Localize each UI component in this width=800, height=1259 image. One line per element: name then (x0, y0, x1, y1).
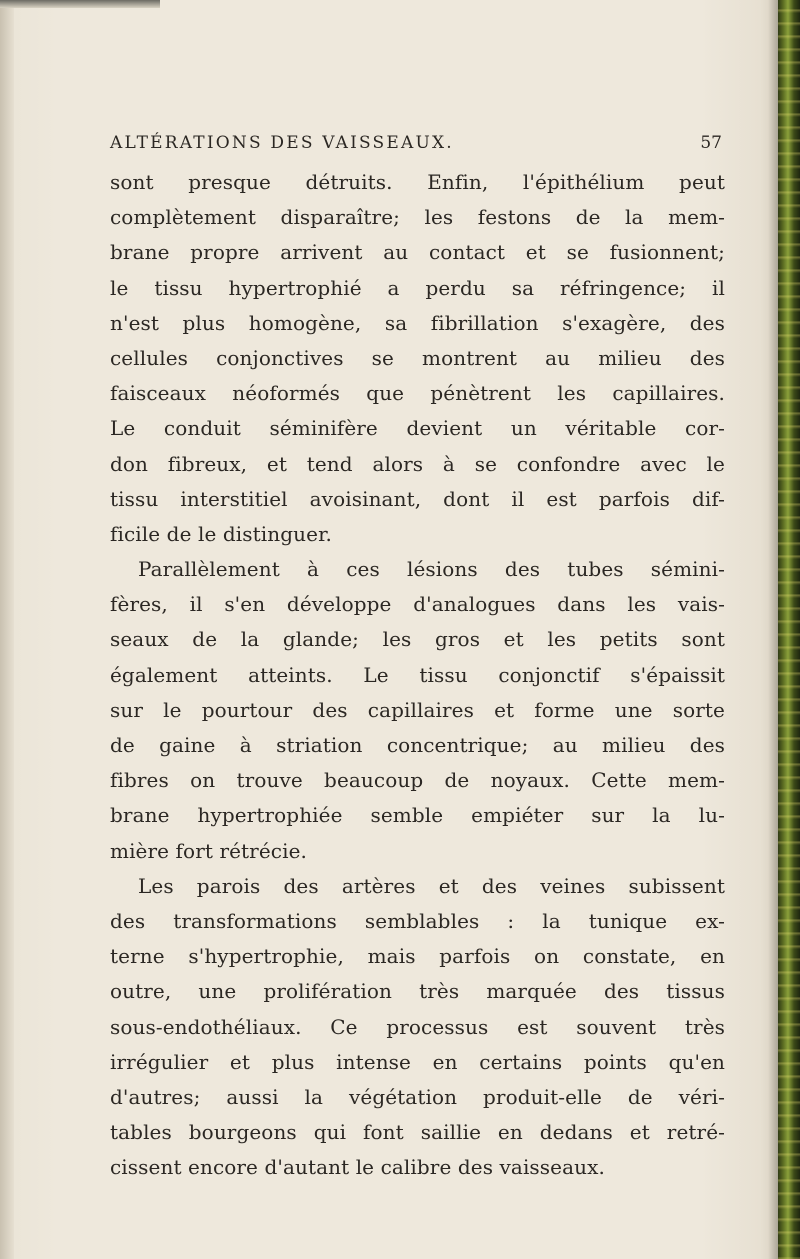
text-line: outre, une prolifération très marquée des tissus (110, 979, 725, 1004)
book-binding-edge (778, 0, 800, 1259)
text-line: mière fort rétrécie. (110, 838, 307, 863)
body-text (110, 165, 725, 1185)
text-line: faisceaux néoformés que pénètrent les capillaires. (110, 381, 725, 406)
text-line: fères, il s'en développe d'analogues dans les vais- (110, 592, 725, 617)
text-line: brane hypertrophiée semble empiéter sur la lu- (110, 803, 725, 828)
text-line: tables bourgeons qui font saillie en dedans et retré- (110, 1120, 725, 1145)
text-line: seaux de la glande; les gros et les petits sont (110, 627, 725, 652)
text-line: n'est plus homogène, sa fibrillation s'exagère, des (110, 310, 725, 335)
text-line: sont presque détruits. Enfin, l'épithélium peut (110, 170, 725, 194)
text-line: également atteints. Le tissu conjonctif s'épaissit (110, 662, 725, 687)
text-line: tissu interstitiel avoisinant, dont il est parfois dif- (110, 486, 725, 511)
text-line: cellules conjonctives se montrent au milieu des (110, 345, 725, 370)
text-line: don fibreux, et tend alors à se confondre avec le (110, 451, 725, 476)
text-line: de gaine à striation concentrique; au milieu des (110, 733, 725, 757)
text-line: terne s'hypertrophie, mais parfois on constate, en (110, 944, 725, 969)
text-line: sous-endothéliaux. Ce processus est souvent très (110, 1014, 725, 1039)
text-line: ficile de le distinguer. (110, 521, 332, 546)
page-header (110, 133, 722, 159)
page-left-edge (0, 0, 14, 1259)
text-line: d'autres; aussi la végétation produit-elle de véri- (110, 1084, 725, 1109)
text-line: Le conduit séminifère devient un véritable cor- (110, 416, 725, 441)
page-top-shadow (0, 0, 160, 8)
running-head: ALTÉRATIONS DES VAISSEAUX. (110, 133, 454, 153)
text-line: le tissu hypertrophié a perdu sa réfringence; il (110, 275, 725, 300)
text-line: brane propre arrivent au contact et se fusionnent; (110, 240, 725, 265)
text-line: des transformations semblables : la tunique ex- (110, 908, 725, 933)
text-line: sur le pourtour des capillaires et forme une sorte (110, 697, 725, 722)
text-line: complètement disparaître; les festons de la mem- (110, 205, 725, 230)
text-line: irrégulier et plus intense en certains points qu'en (110, 1049, 725, 1074)
text-line: cissent encore d'autant le calibre des vaisseaux. (110, 1155, 605, 1180)
text-line: Les parois des artères et des veines subissent (138, 873, 725, 898)
text-line: Parallèlement à ces lésions des tubes sémini- (138, 557, 725, 582)
page-number: 57 (700, 133, 722, 153)
text-line: fibres on trouve beaucoup de noyaux. Cette mem- (110, 768, 725, 793)
binding-shadow (768, 0, 778, 1259)
